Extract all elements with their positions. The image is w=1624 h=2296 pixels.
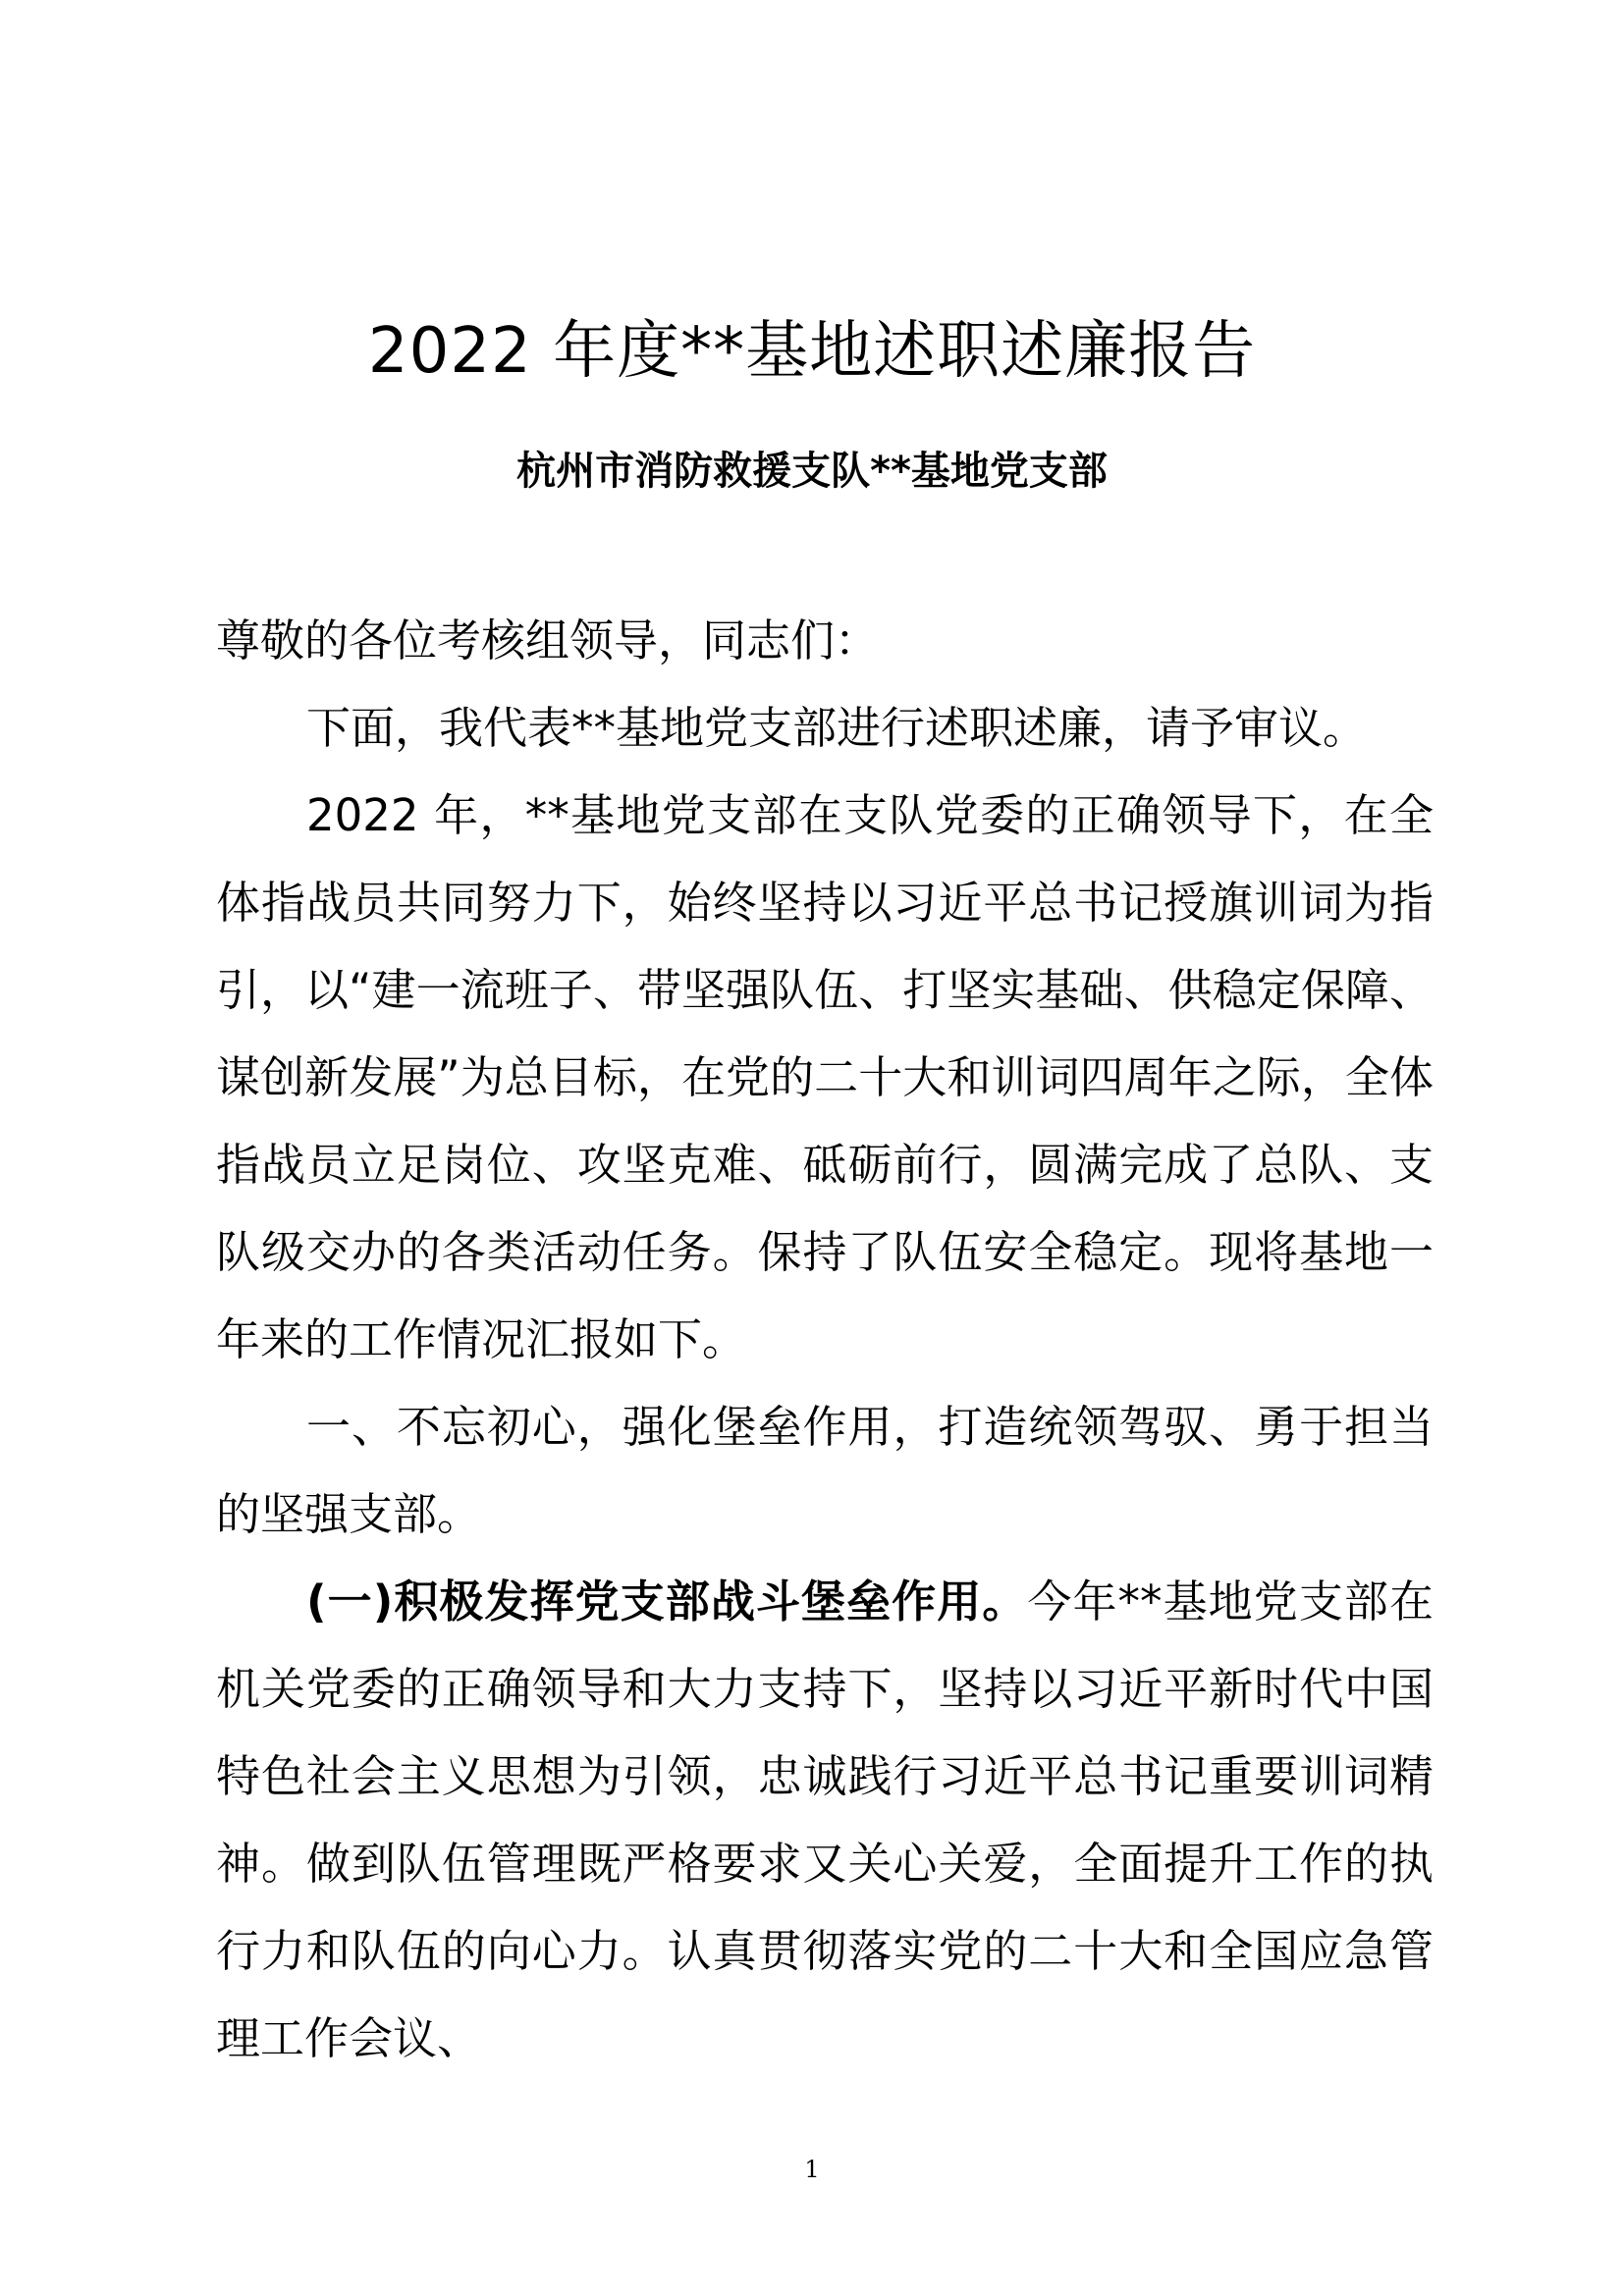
paragraph-intro: 下面，我代表**基地党支部进行述职述廉，请予审议。 (306, 702, 1368, 754)
salutation: 尊敬的各位考核组领导，同志们： (216, 614, 880, 667)
document-subtitle: 杭州市消防救援支队**基地党支部 (516, 449, 1108, 494)
paragraph-summary: 2022 年，**基地党支部在支队党委的正确领导下，在全体指战员共同努力下，始终坚持以习近平总书记授旗训词为指引，以“建一流班子、带坚强队伍、打坚实基础、供稳定保障、谋创新发展”为总目标，在党的二十大和训词四周年之际，全体指战员立足岗位、攻坚克难、砥砺前行，圆满完成了总队、支队级交办的各类活动任务。保持了队伍安全稳定。现将基地一年来的工作情况汇报如下。 (216, 789, 1434, 1365)
page-number: 1 (804, 2156, 820, 2183)
subsection-heading: (一)积极发挥党支部战斗堡垒作用。 (306, 1575, 1028, 1628)
document-body (216, 597, 1434, 2082)
section-heading-1: 一、不忘初心，强化堡垒作用，打造统领驾驭、勇于担当的坚强支部。 (216, 1401, 1434, 1540)
document-title: 2022 年度**基地述职述廉报告 (367, 315, 1257, 388)
subsection-text: 今年**基地党支部在机关党委的正确领导和大力支持下，坚持以习近平新时代中国特色社会主义思想为引领，忠诚践行习近平总书记重要训词精神。做到队伍管理既严格要求又关心关爱，全面提升工作的执行力和队伍的向心力。认真贯彻落实党的二十大和全国应急管理工作会议、 (216, 1575, 1434, 2064)
paragraph-section-1-1 (216, 1558, 1434, 2082)
